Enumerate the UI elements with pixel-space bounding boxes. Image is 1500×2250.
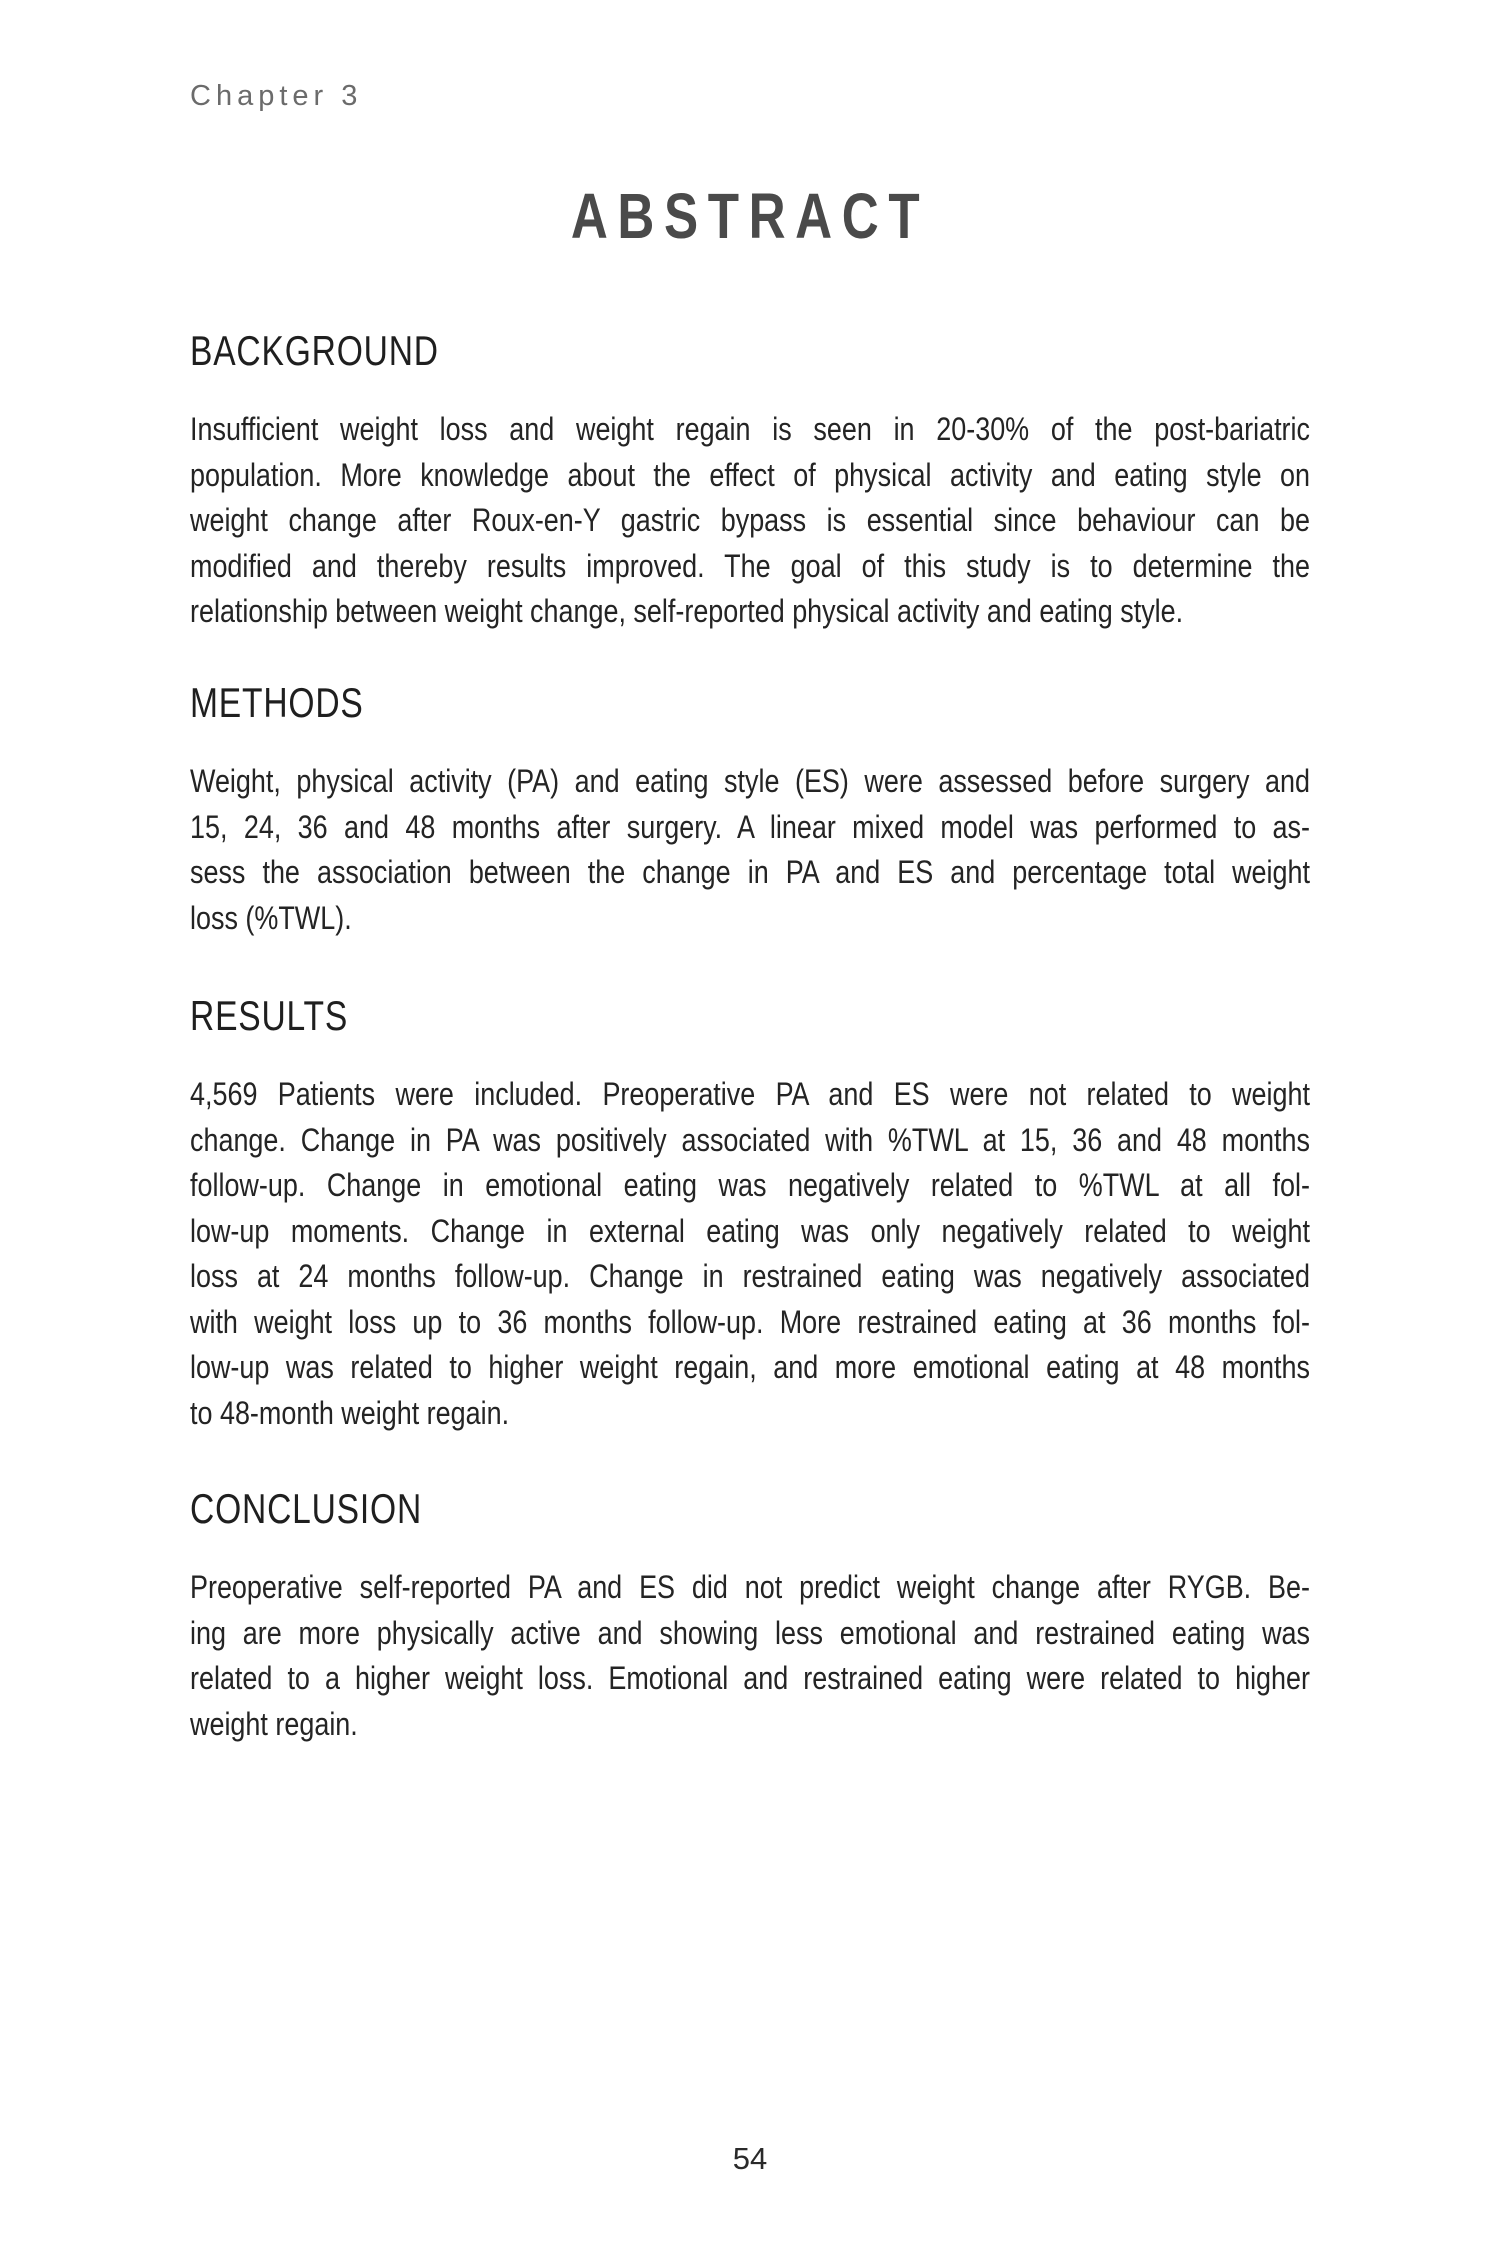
paragraph-line: weight change after Roux-en-Y gastric bypass is essential since behaviour can be	[190, 502, 1310, 538]
paragraph-line: Preoperative self-reported PA and ES did not predict weight change after RYGB. Be-	[190, 1569, 1310, 1605]
section-background	[190, 327, 1500, 635]
section-paragraph	[190, 759, 1310, 941]
section-heading: CONCLUSION	[190, 1485, 423, 1532]
section-paragraph	[190, 1072, 1310, 1436]
paragraph-line: sess the association between the change in PA and ES and percentage total weight	[190, 854, 1310, 890]
paragraph-line: 15, 24, 36 and 48 months after surgery. A linear mixed model was performed to as-	[190, 808, 1310, 845]
page-number: 54	[732, 2141, 768, 2176]
paragraph-line: to 48-month weight regain.	[190, 1394, 510, 1431]
section-results	[190, 992, 1500, 1436]
paragraph-line: weight regain.	[190, 1705, 358, 1742]
paragraph-line: related to a higher weight loss. Emotional and restrained eating were related to higher	[190, 1660, 1310, 1696]
paragraph-line: relationship between weight change, self-reported physical activity and eating style.	[190, 593, 1184, 629]
paragraph-line: low-up moments. Change in external eating was only negatively related to weight	[190, 1212, 1310, 1249]
paragraph-line: low-up was related to higher weight regain, and more emotional eating at 48 months	[190, 1349, 1310, 1385]
section-paragraph	[190, 407, 1310, 635]
paragraph-line: change. Change in PA was positively associated with %TWL at 15, 36 and 48 months	[190, 1121, 1310, 1158]
section-heading: BACKGROUND	[190, 327, 439, 374]
paragraph-line: Weight, physical activity (PA) and eating style (ES) were assessed before surgery and	[190, 763, 1310, 799]
paragraph-line: loss (%TWL).	[190, 899, 352, 936]
paragraph-line: Insufficient weight loss and weight regain is seen in 20-30% of the post-bariatric	[190, 411, 1310, 447]
paragraph-line: modified and thereby results improved. The goal of this study is to determine the	[190, 547, 1310, 584]
section-paragraph	[190, 1565, 1310, 1747]
section-heading: RESULTS	[190, 992, 349, 1039]
paragraph-line: loss at 24 months follow-up. Change in restrained eating was negatively associated	[190, 1258, 1310, 1294]
section-heading: METHODS	[190, 679, 364, 726]
paragraph-line: population. More knowledge about the effect of physical activity and eating style on	[190, 456, 1310, 493]
paragraph-line: with weight loss up to 36 months follow-up. More restrained eating at 36 months fol-	[190, 1303, 1310, 1340]
paragraph-line: 4,569 Patients were included. Preoperative PA and ES were not related to weight	[190, 1076, 1310, 1112]
section-methods	[190, 679, 1500, 941]
paragraph-line: ing are more physically active and showing less emotional and restrained eating was	[190, 1614, 1310, 1651]
page-title: ABSTRACT	[570, 180, 930, 252]
chapter-label: Chapter 3	[190, 80, 363, 112]
section-conclusion	[190, 1485, 1500, 1747]
paragraph-line: follow-up. Change in emotional eating was negatively related to %TWL at all fol-	[190, 1167, 1310, 1203]
